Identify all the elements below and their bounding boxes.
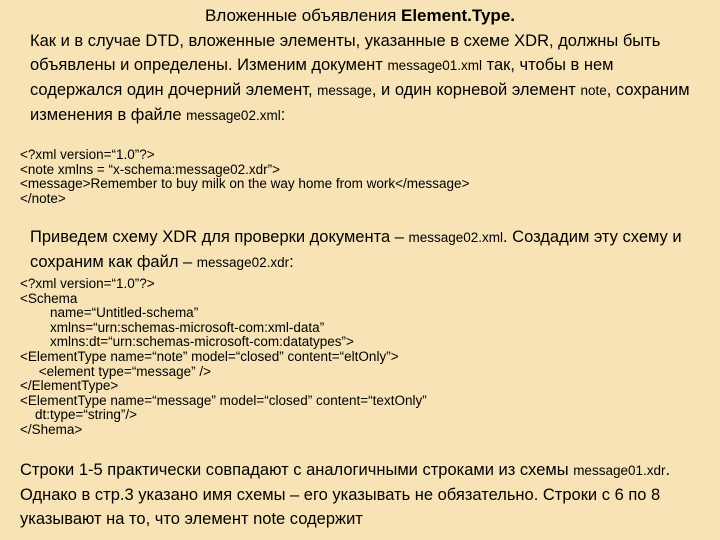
title-bold: Element.Type. (401, 6, 515, 25)
outro-filename: message01.xdr (573, 463, 666, 478)
code-line: <?xml version=“1.0”?> (20, 147, 155, 162)
code-line: </ElementType> (20, 378, 119, 394)
code-line: name=“Untitled-schema” (20, 305, 199, 321)
intro-filename-2: message02.xml (186, 108, 281, 123)
slide-title (0, 5, 720, 27)
xml-code-block (20, 148, 710, 206)
schema-text-2: . Создадим эту схему и сохраним как файл – (30, 228, 682, 271)
schema-code-block (20, 277, 710, 438)
schema-filename-1: message02.xml (408, 230, 504, 245)
schema-text-1: Приведем схему XDR для проверки документа – (30, 228, 409, 246)
intro-text-1: Как и в случае DTD, вложенные элементы, указанные в схеме XDR, должны быть объявлены и определены. Изменим документ (30, 32, 661, 74)
intro-text-5: : (280, 106, 286, 124)
code-line: <?xml version=“1.0”?> (20, 276, 155, 291)
intro-paragraph (20, 29, 710, 128)
intro-element-message: message (317, 83, 372, 98)
code-line: dt:type=“string”/> (20, 407, 138, 423)
outro-text-2: . Однако в стр.3 указано имя схемы – его указывать не обязательно. Строки с 6 по 8 указывают на то, что элемент note содержит (20, 461, 671, 528)
outro-text-1: Строки 1-5 практически совпадают с аналогичными строками из схемы (20, 461, 574, 479)
schema-text-3: : (289, 253, 294, 271)
code-line: xmlns:dt=“urn:schemas-microsoft-com:datatypes”> (20, 334, 354, 350)
code-line: xmlns=“urn:schemas-microsoft-com:xml-data” (20, 319, 325, 335)
intro-filename-1: message01.xml (387, 58, 482, 73)
code-line: <note xmlns = “x-schema:message02.xdr”> (20, 161, 280, 177)
outro-paragraph (20, 458, 700, 531)
code-line: <ElementType name=“note” model=“closed” content=“eltOnly”> (20, 348, 399, 364)
intro-element-note: note (580, 83, 607, 98)
intro-text-3: , и один корневой элемент (371, 81, 581, 99)
intro-text-2: так, чтобы в нем содержался один дочерний элемент, (30, 56, 614, 99)
schema-paragraph (20, 225, 710, 275)
code-line: </note> (20, 190, 66, 206)
intro-text-4: , сохраним изменения в файле (30, 81, 690, 124)
code-line: <Schema (20, 290, 78, 306)
code-line: <ElementType name=“message” model=“closed” content=“textOnly” (20, 392, 427, 408)
title-prefix: Вложенные объявления (205, 6, 401, 25)
schema-filename-2: message02.xdr (196, 255, 290, 270)
code-line: <message>Remember to buy milk on the way home from work</message> (20, 176, 470, 192)
code-line: <element type=“message” /> (20, 363, 211, 379)
code-line: </Shema> (20, 421, 83, 437)
